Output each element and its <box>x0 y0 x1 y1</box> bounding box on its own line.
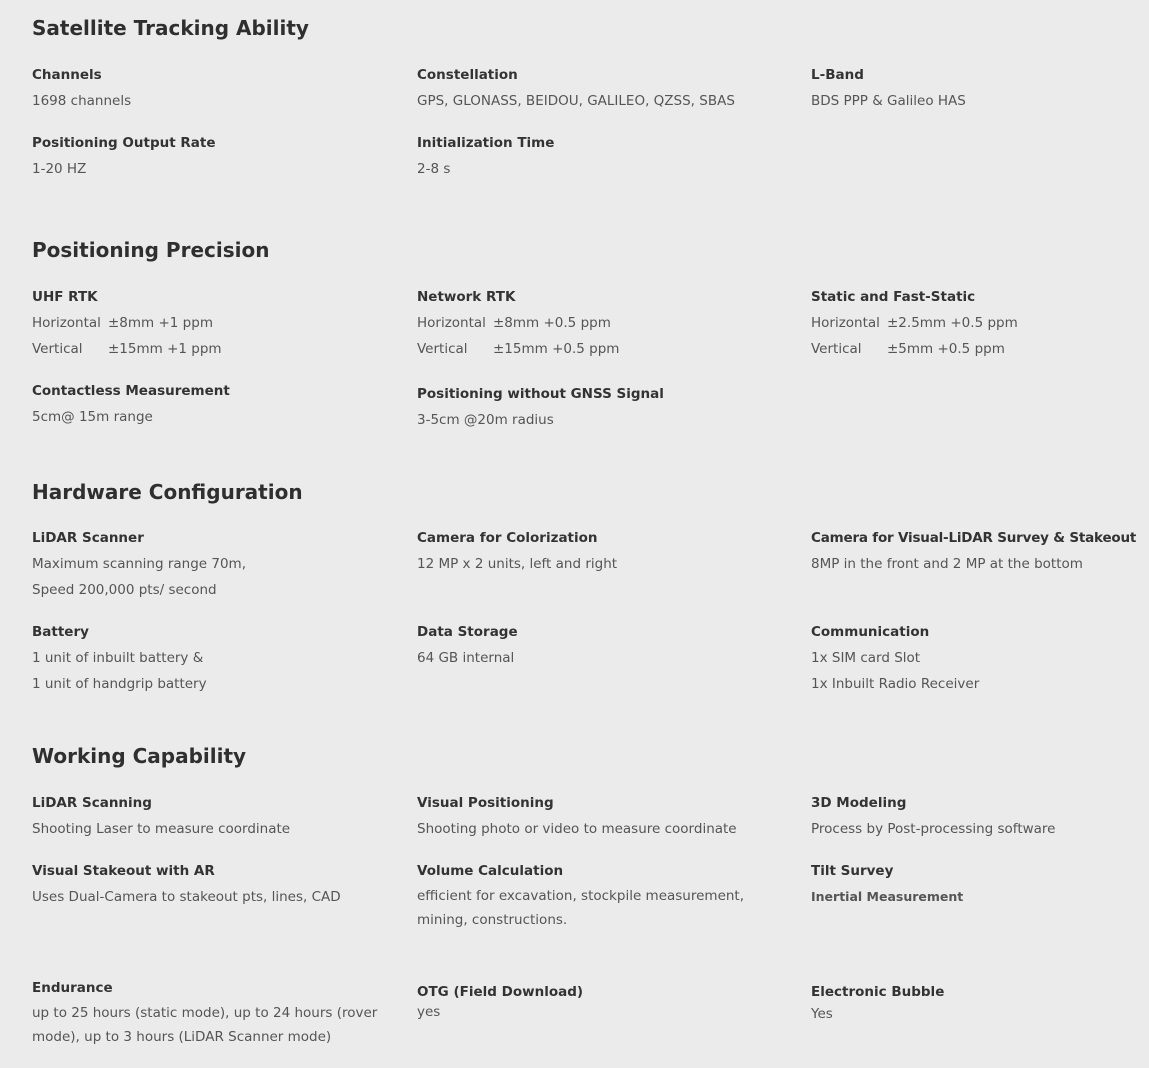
spec-value-vertical: Vertical ±15mm +1 ppm <box>32 341 222 357</box>
spec-value: Yes <box>811 1006 833 1022</box>
spec-label: Communication <box>811 624 930 640</box>
spec-value-horizontal: Horizontal ±8mm +0.5 ppm <box>417 315 611 331</box>
spec-label: Camera for Colorization <box>417 530 598 546</box>
spec-value: 1-20 HZ <box>32 161 87 177</box>
spec-label: Volume Calculation <box>417 863 564 879</box>
spec-tilt-survey <box>811 862 963 910</box>
spec-value: mode), up to 3 hours (LiDAR Scanner mode) <box>32 1029 332 1045</box>
spec-contactless-measurement <box>32 382 230 430</box>
spec-endurance <box>32 979 377 1049</box>
spec-value: mining, constructions. <box>417 912 568 928</box>
spec-value-vertical: Vertical ±15mm +0.5 ppm <box>417 341 620 357</box>
spec-uhf-rtk <box>32 288 222 362</box>
spec-label: Electronic Bubble <box>811 984 945 1000</box>
spec-value: up to 25 hours (static mode), up to 24 hours (rover <box>32 1005 378 1021</box>
spec-camera-visual-lidar <box>811 529 1136 577</box>
spec-label: Contactless Measurement <box>32 383 230 399</box>
spec-value: 1698 channels <box>32 93 132 109</box>
spec-label: Visual Positioning <box>417 795 554 811</box>
spec-visual-stakeout-ar <box>32 862 341 910</box>
spec-value: Shooting Laser to measure coordinate <box>32 821 291 837</box>
spec-label: Constellation <box>417 67 518 83</box>
spec-value: GPS, GLONASS, BEIDOU, GALILEO, QZSS, SBAS <box>417 93 735 109</box>
spec-label: Static and Fast-Static <box>811 289 976 305</box>
spec-label: Tilt Survey <box>811 863 894 879</box>
spec-value: Process by Post-processing software <box>811 821 1056 837</box>
spec-value-vertical: Vertical ±5mm +0.5 ppm <box>811 341 1005 357</box>
spec-value: Inertial Measurement <box>811 889 964 904</box>
spec-lidar-scanner <box>32 529 246 603</box>
spec-label: Data Storage <box>417 624 518 640</box>
spec-label: UHF RTK <box>32 289 98 305</box>
spec-value: 64 GB internal <box>417 650 515 666</box>
spec-electronic-bubble <box>811 983 944 1027</box>
spec-value-horizontal: Horizontal ±2.5mm +0.5 ppm <box>811 315 1018 331</box>
spec-value: efficient for excavation, stockpile measurement, <box>417 888 745 904</box>
section-title-working-capability: Working Capability <box>32 744 247 768</box>
spec-value: 1x Inbuilt Radio Receiver <box>811 676 980 692</box>
spec-value-horizontal: Horizontal ±8mm +1 ppm <box>32 315 213 331</box>
spec-initialization-time <box>417 134 554 182</box>
spec-value: 1 unit of handgrip battery <box>32 676 207 692</box>
spec-value: 12 MP x 2 units, left and right <box>417 556 618 572</box>
spec-volume-calculation <box>417 862 744 932</box>
spec-value: 1 unit of inbuilt battery & <box>32 650 204 666</box>
spec-visual-positioning <box>417 794 737 842</box>
spec-data-storage <box>417 623 518 671</box>
spec-label: Endurance <box>32 980 113 996</box>
spec-value: 3-5cm @20m radius <box>417 412 554 428</box>
spec-value: Shooting photo or video to measure coordinate <box>417 821 737 837</box>
spec-communication <box>811 623 979 697</box>
section-title-positioning-precision: Positioning Precision <box>32 238 270 262</box>
spec-channels <box>32 66 131 114</box>
spec-label: LiDAR Scanning <box>32 795 152 811</box>
spec-camera-colorization <box>417 529 617 577</box>
section-title-satellite-tracking: Satellite Tracking Ability <box>32 16 309 40</box>
spec-label: L-Band <box>811 67 864 83</box>
spec-value: 8MP in the front and 2 MP at the bottom <box>811 556 1083 572</box>
spec-value: Speed 200,000 pts/ second <box>32 582 217 598</box>
spec-label: LiDAR Scanner <box>32 530 144 546</box>
spec-constellation <box>417 66 735 114</box>
spec-label: Camera for Visual-LiDAR Survey & Stakeout <box>811 530 1137 546</box>
spec-value: Uses Dual-Camera to stakeout pts, lines, CAD <box>32 889 341 905</box>
spec-l-band <box>811 66 966 114</box>
spec-label: OTG (Field Download) <box>417 984 584 1000</box>
spec-output-rate <box>32 134 215 182</box>
spec-positioning-without-gnss <box>417 385 664 433</box>
spec-otg-field-download <box>417 983 583 1023</box>
spec-label: Positioning without GNSS Signal <box>417 386 664 402</box>
spec-value: yes <box>417 1004 441 1020</box>
spec-value: Maximum scanning range 70m, <box>32 556 246 572</box>
spec-3d-modeling <box>811 794 1056 842</box>
spec-network-rtk <box>417 288 619 362</box>
spec-value: 2-8 s <box>417 161 451 177</box>
spec-value: BDS PPP & Galileo HAS <box>811 93 966 109</box>
spec-battery <box>32 623 207 697</box>
spec-label: Visual Stakeout with AR <box>32 863 215 879</box>
spec-label: Initialization Time <box>417 135 555 151</box>
section-title-hardware-configuration: Hardware Configuration <box>32 480 303 504</box>
spec-label: Channels <box>32 67 102 83</box>
spec-label: 3D Modeling <box>811 795 907 811</box>
spec-label: Battery <box>32 624 89 640</box>
spec-value: 1x SIM card Slot <box>811 650 921 666</box>
spec-value: 5cm@ 15m range <box>32 409 153 425</box>
spec-label: Positioning Output Rate <box>32 135 216 151</box>
spec-label: Network RTK <box>417 289 516 305</box>
spec-lidar-scanning <box>32 794 290 842</box>
spec-static-fast-static <box>811 288 1018 362</box>
